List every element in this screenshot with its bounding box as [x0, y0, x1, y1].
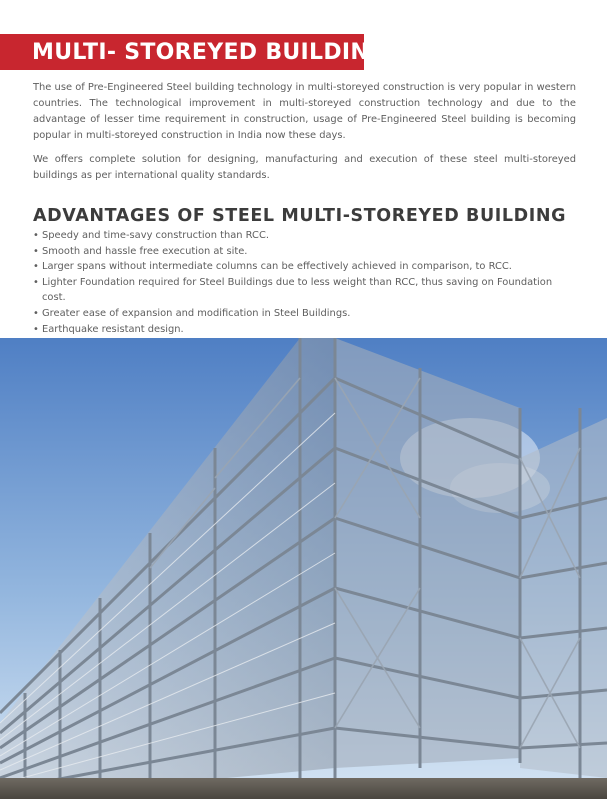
bullet-icon: • — [33, 276, 39, 288]
bullet-icon: • — [33, 230, 39, 241]
advantages-list — [33, 228, 578, 337]
advantage-text: Greater ease of expansion and modification in Steel Buildings. — [42, 307, 351, 319]
advantage-text: Lighter Foundation required for Steel Buildings due to less weight than RCC, thus saving on Foundation cost. — [42, 276, 553, 304]
bullet-icon: • — [33, 323, 39, 335]
advantages-heading: ADVANTAGES OF STEEL MULTI-STOREYED BUILDING — [33, 206, 567, 226]
list-item — [33, 306, 578, 322]
list-item — [33, 228, 578, 244]
advantage-text: Speedy and time-savy construction than RCC. — [42, 230, 269, 241]
list-item — [33, 275, 578, 306]
bullet-icon: • — [33, 307, 39, 319]
bullet-icon: • — [33, 245, 39, 257]
advantage-text: Earthquake resistant design. — [42, 323, 184, 335]
steel-building-photo — [0, 338, 607, 799]
title-banner — [0, 34, 388, 70]
steel-structure-illustration — [0, 338, 607, 799]
list-item — [33, 259, 578, 275]
advantage-text: Smooth and hassle free execution at site. — [42, 245, 248, 257]
advantage-text: Larger spans without intermediate columns can be effectively achieved in comparison, to RCC. — [42, 261, 512, 273]
page-title: MULTI- STOREYED BUILDING — [32, 39, 388, 65]
bullet-icon: • — [33, 261, 39, 273]
intro-paragraph-1: The use of Pre-Engineered Steel building technology in multi-storeyed construction is very popular in western countries. The technological improvement in multi-storeyed construction technology and due to the advantage of lesser time requirement in construction, usage of Pre-Engineered Steel building is becoming popular in multi-storeyed construction in India now these days. — [33, 82, 576, 141]
intro-paragraph-2: We offers complete solution for designing, manufacturing and execution of these steel multi-storeyed buildings as per international quality standards. — [33, 154, 576, 181]
list-item — [33, 244, 578, 260]
list-item — [33, 322, 578, 338]
